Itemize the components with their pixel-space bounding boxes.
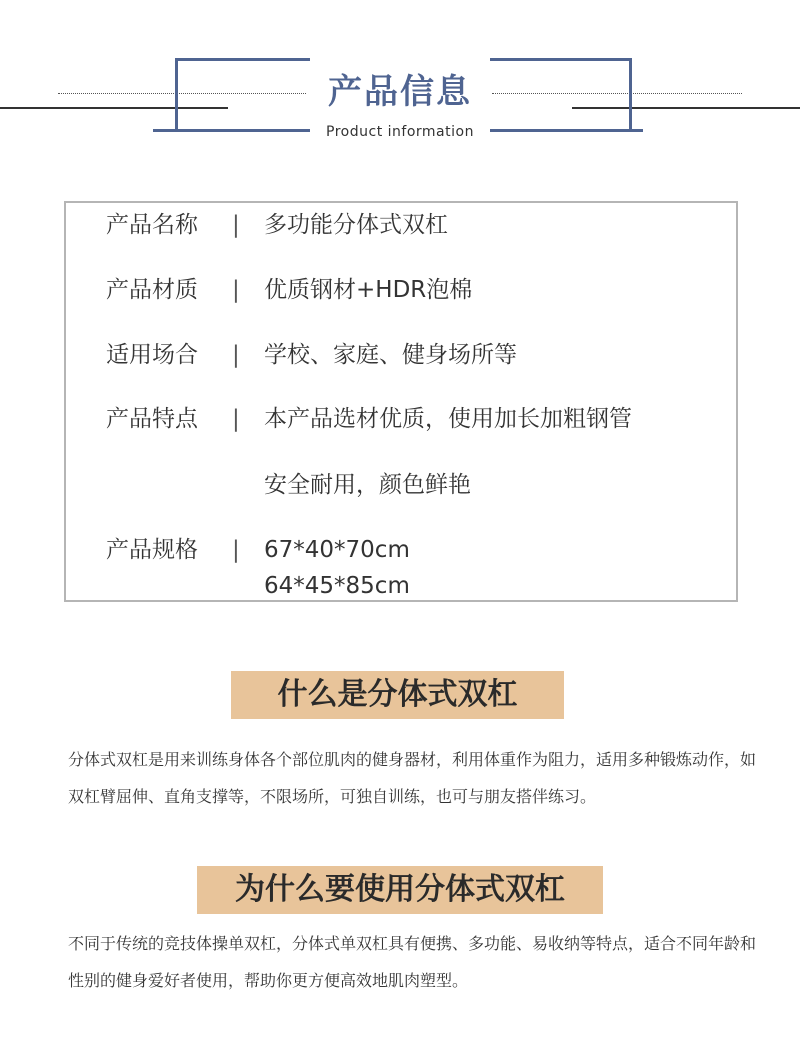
spec-value: 学校、家庭、健身场所等: [264, 342, 517, 368]
frame-top-left: [175, 58, 310, 61]
spec-separator: |: [232, 537, 240, 563]
frame-bottom-right: [490, 129, 643, 132]
section-heading-what: 什么是分体式双杠: [231, 671, 564, 719]
frame-top-right: [490, 58, 632, 61]
page-subtitle: Product information: [326, 124, 474, 140]
spec-value: 67*40*70cm: [264, 537, 410, 563]
spec-value: 64*45*85cm: [264, 573, 410, 599]
spec-separator: |: [232, 212, 240, 238]
page-title: 产品信息: [328, 72, 472, 112]
spec-separator: |: [232, 406, 240, 432]
section-text-why: 不同于传统的竞技体操单双杠，分体式单双杠具有便携、多功能、易收纳等特点，适合不同年龄和性别的健身爱好者使用，帮助你更方便高效地肌肉塑型。: [68, 934, 757, 990]
frame-bottom-left: [153, 129, 310, 132]
spec-value: 优质钢材+HDR泡棉: [264, 277, 473, 303]
spec-value: 安全耐用，颜色鲜艳: [264, 472, 471, 498]
spec-label: 产品规格: [106, 537, 198, 563]
spec-separator: |: [232, 277, 240, 303]
header-left-dotted-line: [58, 93, 306, 94]
frame-right-vertical: [629, 58, 632, 132]
section-text-what: 分体式双杠是用来训练身体各个部位肌肉的健身器材，利用体重作为阻力，适用多种锻炼动作，如双杠臂屈伸、直角支撑等，不限场所，可独自训练，也可与朋友搭伴练习。: [68, 750, 757, 806]
header-left-solid-line: [0, 107, 228, 109]
section-heading-why: 为什么要使用分体式双杠: [197, 866, 603, 914]
spec-label: 产品名称: [106, 212, 198, 238]
spec-value: 多功能分体式双杠: [264, 212, 448, 238]
spec-label: 产品材质: [106, 277, 198, 303]
spec-label: 产品特点: [106, 406, 198, 432]
spec-label: 适用场合: [106, 342, 198, 368]
spec-table: [64, 201, 738, 602]
header-right-solid-line: [572, 107, 800, 109]
header-right-dotted-line: [492, 93, 742, 94]
frame-left-vertical: [175, 58, 178, 132]
spec-separator: |: [232, 342, 240, 368]
spec-value: 本产品选材优质，使用加长加粗钢管: [264, 406, 632, 432]
